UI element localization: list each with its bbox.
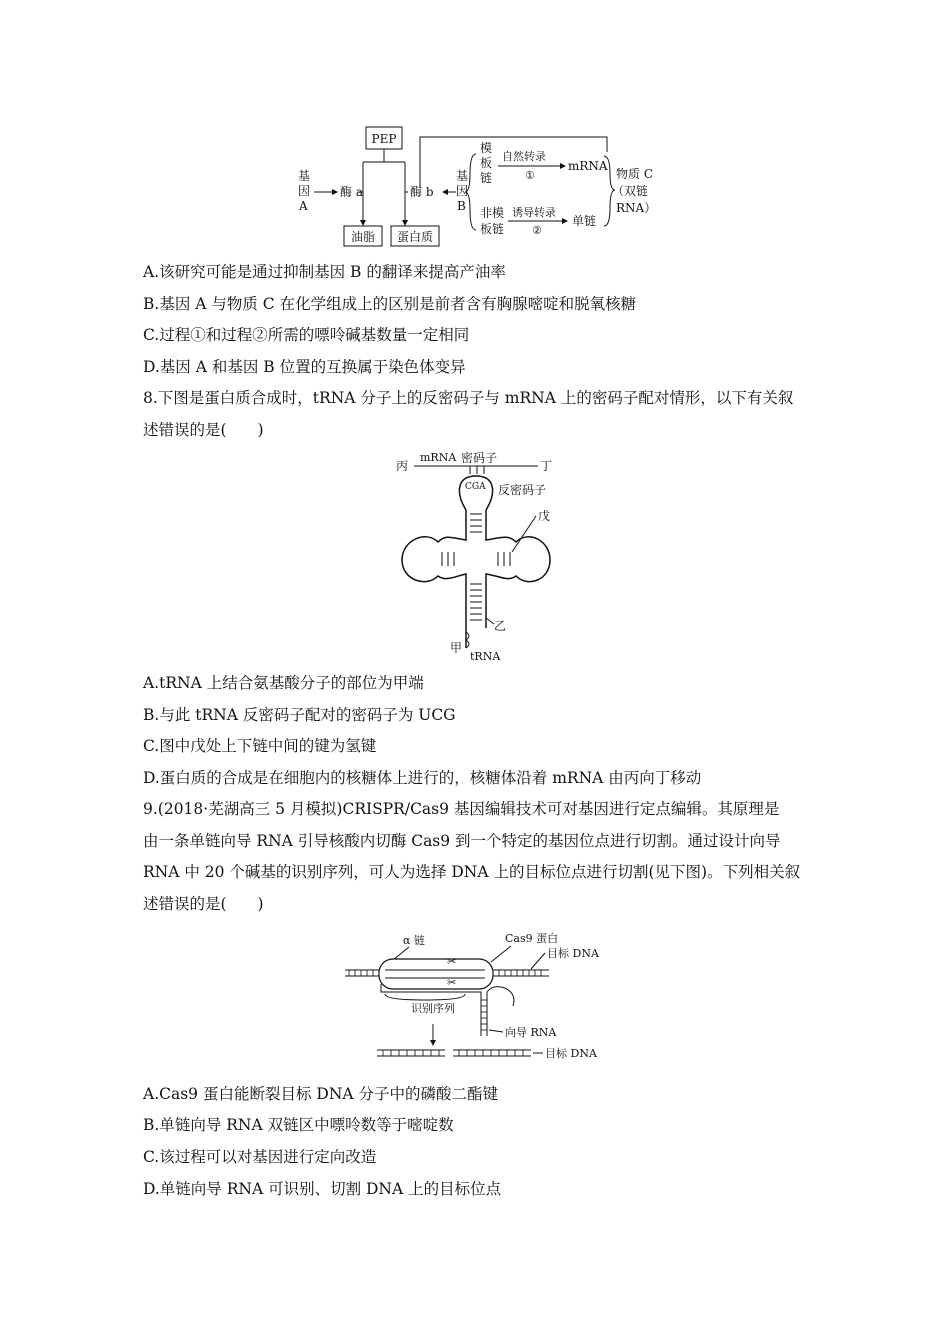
substance-c-line-3: RNA） xyxy=(616,201,657,215)
q8-stem-line-2: 述错误的是( ) xyxy=(143,421,264,439)
enzyme-b-label: 酶 b xyxy=(410,185,434,199)
label-jia: 甲 xyxy=(450,641,463,655)
q8-option-b: B.与此 tRNA 反密码子配对的密码子为 UCG xyxy=(143,706,456,724)
figure-2-trna xyxy=(390,448,590,666)
scissors-icon-bottom: ✂ xyxy=(447,976,457,989)
label-bing: 丙 xyxy=(396,459,409,473)
oil-label: 油脂 xyxy=(350,230,376,244)
label-cas9: Cas9 蛋白 xyxy=(505,932,559,945)
label-mrna: mRNA xyxy=(420,451,457,464)
substance-c-line-2: （双链 xyxy=(612,184,649,198)
nontemplate-line-2: 板链 xyxy=(480,222,505,236)
step-2-label: ② xyxy=(532,224,542,237)
mrna-label: mRNA xyxy=(568,159,608,173)
enzyme-a-label: 酶 a xyxy=(340,185,363,199)
pep-label: PEP xyxy=(371,132,397,146)
gene-a-char-2: 因 xyxy=(298,184,311,198)
gene-b-char-3: B xyxy=(457,199,466,213)
q9-option-c: C.该过程可以对基因进行定向改造 xyxy=(143,1148,377,1166)
q7-option-c: C.过程①和过程②所需的嘌呤碱基数量一定相同 xyxy=(143,326,470,344)
q8-option-a: A.tRNA 上结合氨基酸分子的部位为甲端 xyxy=(143,674,424,692)
q7-option-d: D.基因 A 和基因 B 位置的互换属于染色体变异 xyxy=(143,358,466,376)
label-guide-rna: 向导 RNA xyxy=(505,1026,557,1039)
single-strand-label: 单链 xyxy=(572,214,597,228)
q9-option-a: A.Cas9 蛋白能断裂目标 DNA 分子中的磷酸二酯键 xyxy=(143,1085,499,1103)
figure-3-crispr xyxy=(345,926,615,1064)
protein-label: 蛋白质 xyxy=(396,230,434,244)
label-target-dna-result: 目标 DNA xyxy=(545,1047,597,1060)
q9-stem-line-4: 述错误的是( ) xyxy=(143,895,264,913)
label-target-dna: 目标 DNA xyxy=(547,947,599,960)
template-char-1: 模 xyxy=(480,141,493,155)
step-1-label: ① xyxy=(525,169,535,182)
nontemplate-line-1: 非模 xyxy=(480,206,505,220)
q8-option-c: C.图中戊处上下链中间的键为氢键 xyxy=(143,737,377,755)
cas9-protein-shape xyxy=(379,959,493,989)
label-trna: tRNA xyxy=(470,650,501,663)
induced-transcription-label: 诱导转录 xyxy=(512,206,556,219)
template-char-3: 链 xyxy=(480,171,493,185)
q8-option-d: D.蛋白质的合成是在细胞内的核糖体上进行的，核糖体沿着 mRNA 由丙向丁移动 xyxy=(143,769,702,787)
q9-option-d: D.单链向导 RNA 可识别、切割 DNA 上的目标位点 xyxy=(143,1180,502,1198)
label-yi: 乙 xyxy=(494,619,507,633)
label-cga: CGA xyxy=(465,482,486,492)
q8-stem-line-1: 8.下图是蛋白质合成时，tRNA 分子上的反密码子与 mRNA 上的密码子配对情形，以下有关叙 xyxy=(143,389,794,407)
q9-option-b: B.单链向导 RNA 双链区中嘌呤数等于嘧啶数 xyxy=(143,1116,454,1134)
gene-a-char-3: A xyxy=(299,199,308,213)
gene-b-char-2: 因 xyxy=(456,184,469,198)
q9-stem-line-3: RNA 中 20 个碱基的识别序列，可人为选择 DNA 上的目标位点进行切割(见下图)。下列相关叙 xyxy=(143,863,801,881)
q7-option-a: A.该研究可能是通过抑制基因 B 的翻译来提高产油率 xyxy=(143,263,506,281)
label-ding: 丁 xyxy=(540,459,553,473)
q9-stem-line-1: 9.(2018·芜湖高三 5 月模拟)CRISPR/Cas9 基因编辑技术可对基因进行定点编辑。其原理是 xyxy=(143,800,780,818)
gene-b-char-1: 基 xyxy=(456,169,469,183)
label-recognition-sequence: 识别序列 xyxy=(411,1002,455,1015)
gene-a-char-1: 基 xyxy=(298,169,311,183)
natural-transcription-label: 自然转录 xyxy=(502,150,546,163)
q9-stem-line-2: 由一条单链向导 RNA 引导核酸内切酶 Cas9 到一个特定的基因位点进行切割。通过设计向导 xyxy=(143,832,781,850)
figure-1-gene-pathway xyxy=(290,122,670,250)
substance-c-line-1: 物质 C xyxy=(616,167,653,181)
label-codon: 密码子 xyxy=(461,451,498,465)
label-wu: 戊 xyxy=(538,509,551,523)
scissors-icon-top: ✂ xyxy=(447,955,457,968)
template-char-2: 板 xyxy=(480,156,493,170)
label-alpha-strand: α 链 xyxy=(403,934,425,947)
q7-option-b: B.基因 A 与物质 C 在化学组成上的区别是前者含有胸腺嘧啶和脱氧核糖 xyxy=(143,295,637,313)
label-anticodon: 反密码子 xyxy=(498,483,547,497)
